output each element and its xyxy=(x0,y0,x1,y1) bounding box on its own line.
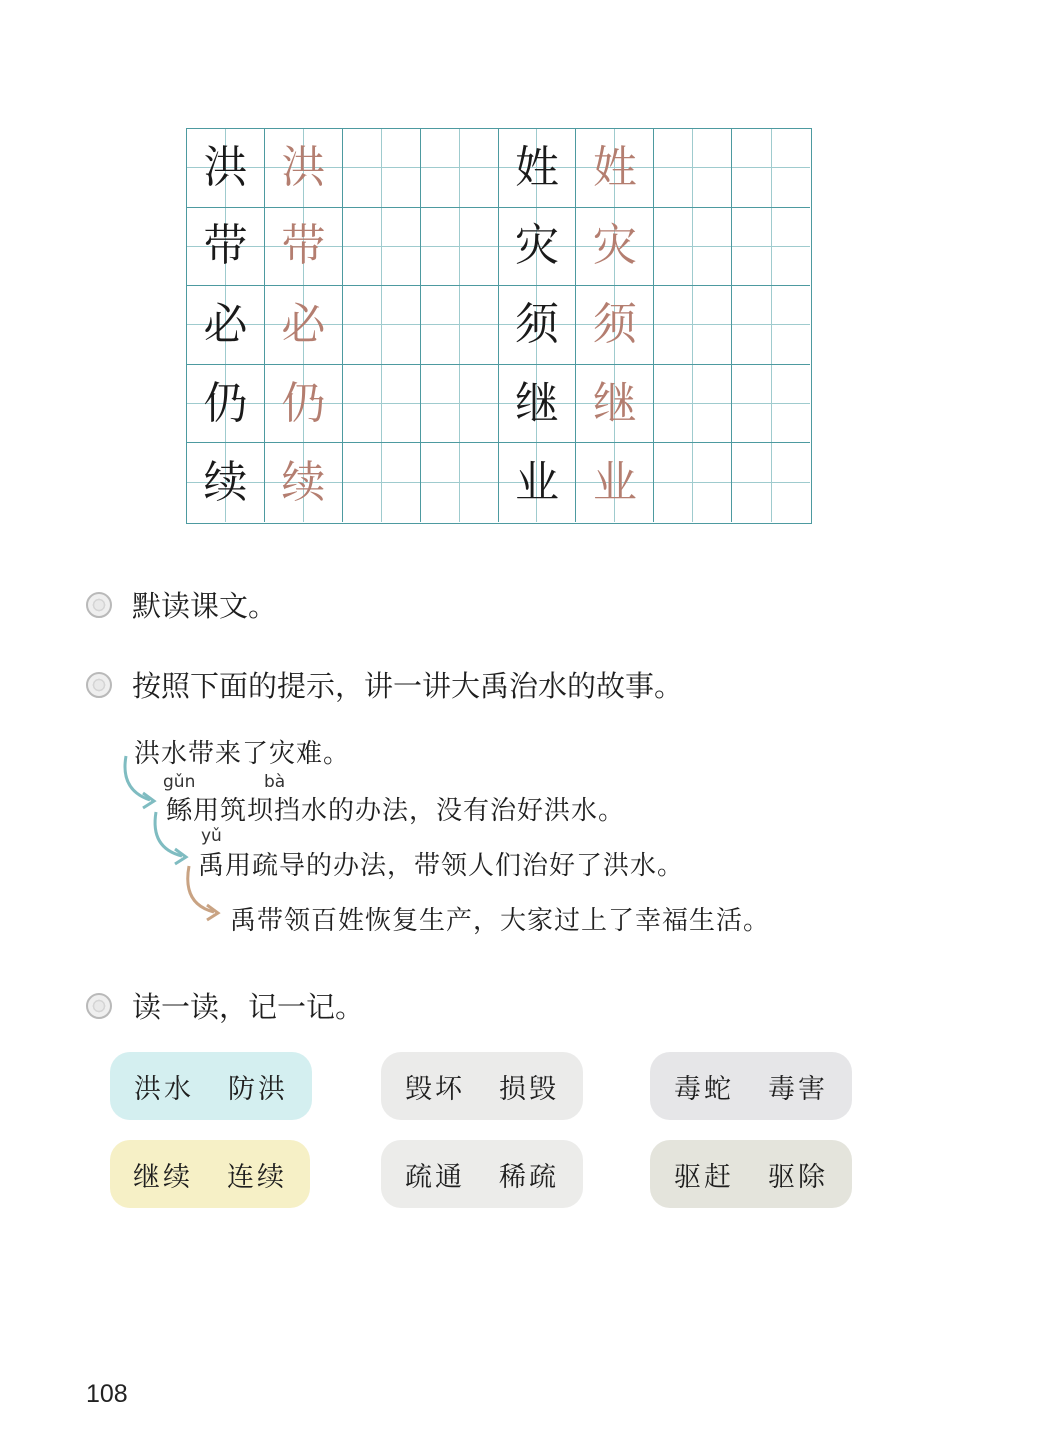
model-character: 须 xyxy=(514,298,559,350)
tracing-character: 带 xyxy=(281,220,326,272)
tracing-character: 灾 xyxy=(592,220,637,272)
pinyin-yu: yǔ xyxy=(201,826,222,846)
tracing-character: 必 xyxy=(281,298,326,350)
tracing-character: 续 xyxy=(281,456,326,508)
model-character: 带 xyxy=(203,220,248,272)
model-character: 灾 xyxy=(514,220,559,272)
word: 防洪 xyxy=(228,1073,288,1105)
instruction-read-remember xyxy=(86,985,364,1026)
model-character: 必 xyxy=(203,298,248,350)
word: 损毁 xyxy=(499,1073,559,1105)
word-pill xyxy=(381,1140,583,1208)
word-pill xyxy=(110,1140,310,1208)
story-step-3: 禹用疏导的办法，带领人们治好了洪水。 xyxy=(198,851,685,881)
word: 继续 xyxy=(133,1161,193,1193)
model-character: 姓 xyxy=(514,141,559,193)
model-character: 洪 xyxy=(203,141,248,193)
word-pill xyxy=(650,1052,852,1120)
tracing-character: 继 xyxy=(592,377,637,429)
instruction-text: 默读课文。 xyxy=(132,589,278,623)
story-step-4: 禹带领百姓恢复生产，大家过上了幸福生活。 xyxy=(230,906,771,936)
word: 稀疏 xyxy=(499,1161,559,1193)
pinyin-ba: bà xyxy=(264,772,286,792)
word: 毁坏 xyxy=(405,1073,465,1105)
tracing-character: 仍 xyxy=(281,377,326,429)
tracing-character: 姓 xyxy=(592,141,637,193)
instruction-text: 读一读，记一记。 xyxy=(132,990,365,1024)
page-number: 108 xyxy=(86,1380,128,1408)
word: 连续 xyxy=(227,1161,287,1193)
pinyin-gun: gǔn xyxy=(163,772,196,792)
word-pill xyxy=(110,1052,312,1120)
model-character: 业 xyxy=(514,456,559,508)
word-pill xyxy=(650,1140,852,1208)
model-character: 继 xyxy=(514,377,559,429)
tracing-character: 洪 xyxy=(281,141,326,193)
word-pill xyxy=(381,1052,583,1120)
tracing-character: 须 xyxy=(592,298,637,350)
model-character: 续 xyxy=(203,456,248,508)
model-character: 仍 xyxy=(203,377,248,429)
instruction-text: 按照下面的提示，讲一讲大禹治水的故事。 xyxy=(132,669,684,703)
tracing-character: 业 xyxy=(592,456,637,508)
word: 毒蛇 xyxy=(674,1073,734,1105)
word: 毒害 xyxy=(768,1073,828,1105)
bullet-icon xyxy=(86,993,112,1019)
word: 驱除 xyxy=(768,1161,828,1193)
word: 洪水 xyxy=(134,1073,194,1105)
word: 驱赶 xyxy=(674,1161,734,1193)
story-step-2: 鲧用筑坝挡水的办法，没有治好洪水。 xyxy=(166,796,626,826)
word: 疏通 xyxy=(405,1161,465,1193)
story-step-1: 洪水带来了灾难。 xyxy=(134,739,351,769)
